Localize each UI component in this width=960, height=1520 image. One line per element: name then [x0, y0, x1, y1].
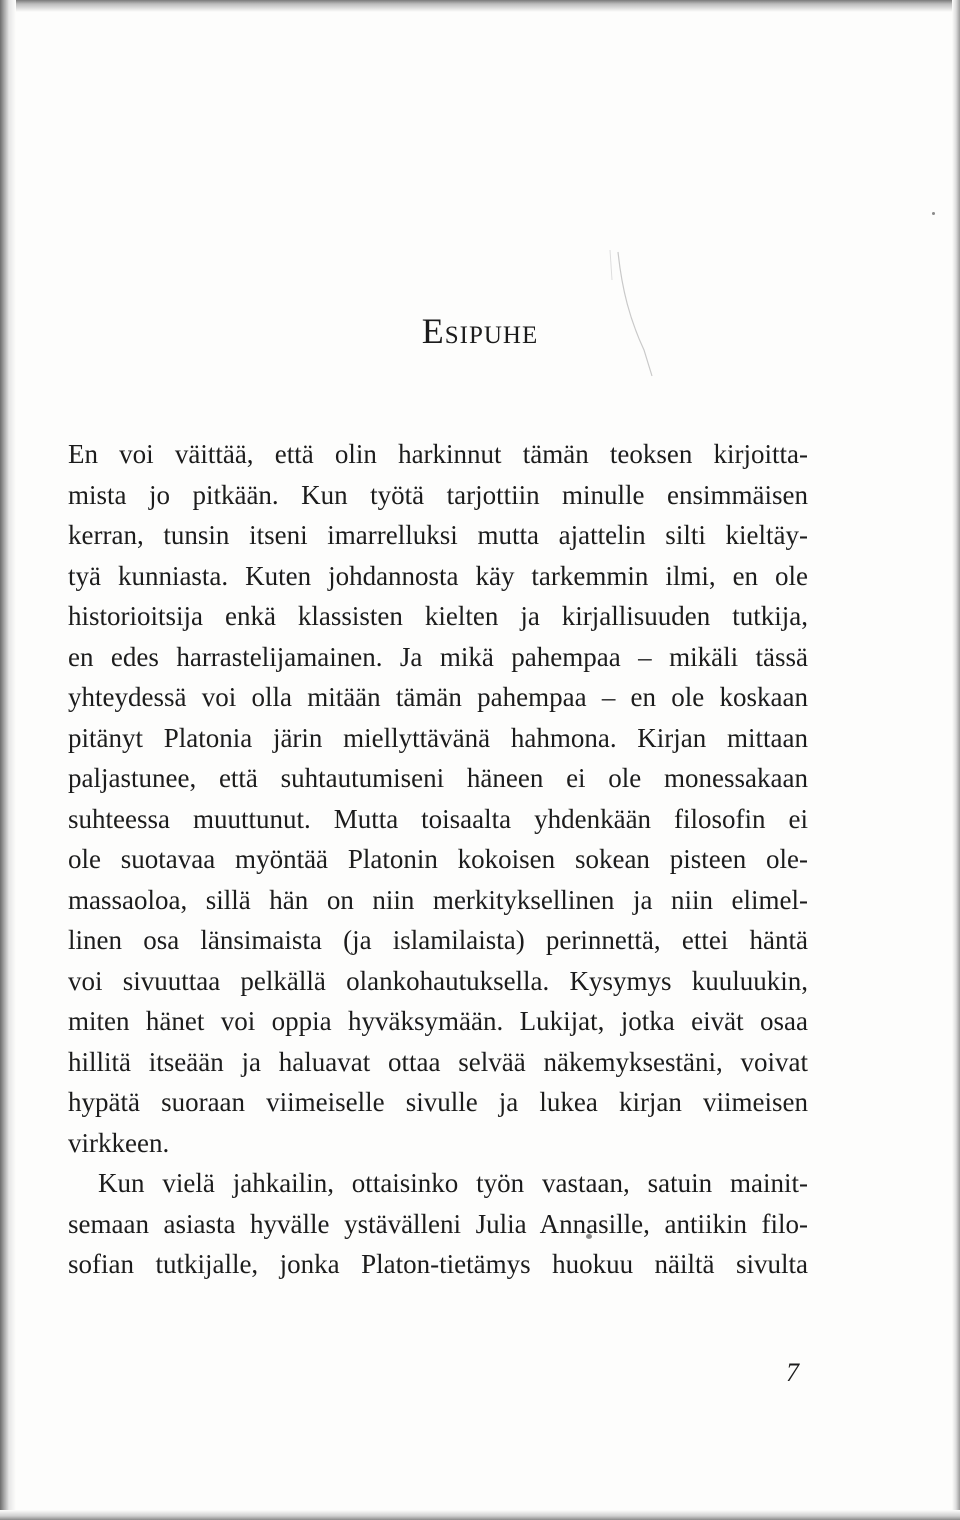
text-line: massaoloa, sillä hän on niin merkityksellinen ja niin elimel-	[68, 884, 808, 915]
page-number: 7	[786, 1358, 799, 1387]
text-line: linen osa länsimaista (ja islamilaista) perinnettä, ettei häntä	[68, 925, 808, 955]
text-line: historioitsija enkä klassisten kielten ja kirjallisuuden tutkija,	[68, 601, 808, 631]
text-line: paljastunee, että suhtautumiseni häneen ei ole monessakaan	[68, 763, 808, 793]
text-line: pitänyt Platonia järin miellyttävänä hahmona. Kirjan mittaan	[68, 722, 808, 753]
text-line: sofian tutkijalle, jonka Platon-tietämys huokuu näiltä sivulta	[68, 1249, 808, 1279]
text-line: ole suotavaa myöntää Platonin kokoisen sokean pisteen ole-	[68, 844, 808, 874]
text-line: en edes harrastelijamainen. Ja mikä pahempaa – mikäli tässä	[68, 641, 808, 672]
dust-speck	[932, 212, 935, 215]
scan-edge-bottom	[0, 1510, 960, 1520]
text-line: tyä kunniasta. Kuten johdannosta käy tarkemmin ilmi, en ole	[68, 560, 808, 591]
text-line: Kun vielä jahkailin, ottaisinko työn vastaan, satuin mainit-	[98, 1168, 808, 1198]
text-line: yhteydessä voi olla mitään tämän pahempaa – en ole koskaan	[68, 682, 808, 712]
scan-edge-top	[0, 0, 960, 12]
scan-edge-right	[952, 0, 960, 1520]
text-line: miten hänet voi oppia hyväksymään. Lukijat, jotka eivät osaa	[68, 1006, 808, 1036]
body-text	[68, 434, 808, 1285]
text-line: hillitä itseään ja haluavat ottaa selvää näkemyksestäni, voivat	[68, 1046, 808, 1077]
text-line: suhteessa muuttunut. Mutta toisaalta yhdenkään filosofin ei	[68, 803, 808, 834]
chapter-heading: Esipuhe	[421, 311, 539, 351]
text-line: En voi väittää, että olin harkinnut tämän teoksen kirjoitta-	[68, 439, 808, 469]
paragraph	[68, 434, 808, 1163]
text-line: hypätä suoraan viimeiselle sivulle ja lukea kirjan viimeisen	[68, 1087, 808, 1117]
text-line: semaan asiasta hyvälle ystävälleni Julia Annasille, antiikin filo-	[68, 1208, 808, 1239]
text-line: virkkeen.	[68, 1127, 170, 1158]
text-line: mista jo pitkään. Kun työtä tarjottiin minulle ensimmäisen	[68, 479, 808, 510]
paragraph	[68, 1163, 808, 1285]
text-line: voi sivuuttaa pelkällä olankohautuksella. Kysymys kuuluukin,	[68, 965, 808, 996]
text-line: kerran, tunsin itseni imarrelluksi mutta ajattelin silti kieltäy-	[68, 520, 808, 550]
scan-edge-left	[0, 0, 16, 1520]
